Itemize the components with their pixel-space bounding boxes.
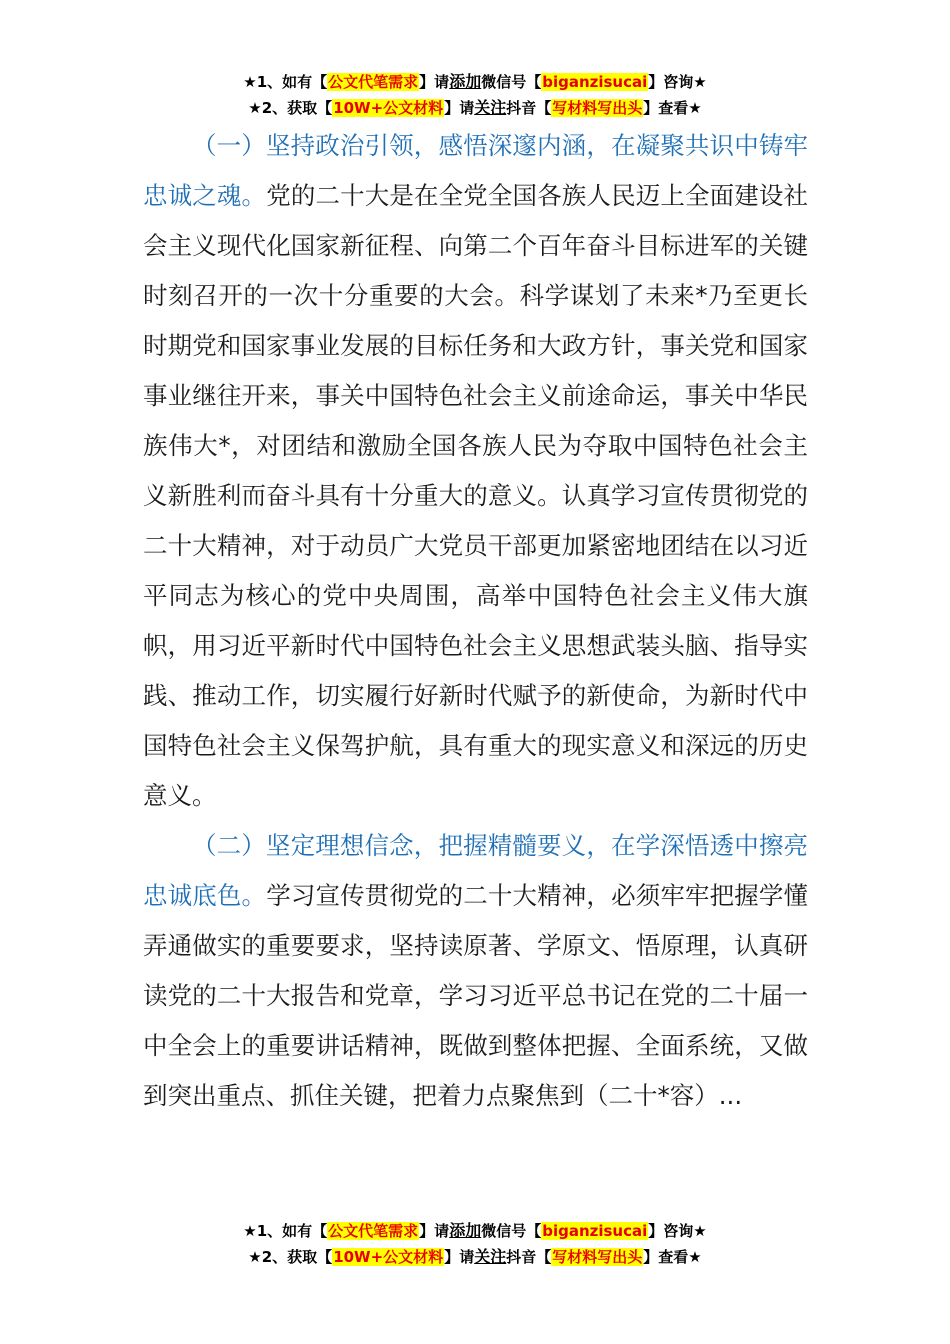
footer-promo-banner (0, 1218, 950, 1270)
highlight-wechat-id: biganzisucai (542, 1222, 648, 1240)
promo-line-2: ★2、获取【10W+公文材料】请关注抖音【写材料写出头】查看★ (248, 1247, 702, 1266)
promo-line-1: ★1、如有【公文代笔需求】请添加微信号【biganzisucai】咨询★ (243, 72, 707, 91)
header-promo-banner (0, 69, 950, 121)
paragraph-section-1 (143, 121, 808, 821)
highlight-writing-service: 公文代笔需求 (328, 1222, 419, 1240)
paragraph-section-2 (143, 821, 808, 1121)
section-2-heading: （二）坚定理想信念，把握精髓要义，在学深悟透中擦亮忠诚底色。 (143, 831, 808, 910)
document-body (143, 121, 808, 1121)
highlight-wechat-id: biganzisucai (542, 73, 648, 91)
highlight-writing-service: 公文代笔需求 (328, 73, 419, 91)
section-1-body: 党的二十大是在全党全国各族人民迈上全面建设社会主义现代化国家新征程、向第二个百年奋斗目标进军的关键时刻召开的一次十分重要的大会。科学谋划了未来*乃至更长时期党和国家事业发展的目标任务和大政方针，事关党和国家事业继往开来，事关中国特色社会主义前途命运，事关中华民族伟大*，对团结和激励全国各族人民为夺取中国特色社会主义新胜利而奋斗具有十分重大的意义。认真学习宣传贯彻党的二十大精神，对于动员广大党员干部更加紧密地团结在以习近平同志为核心的党中央周围，高举中国特色社会主义伟大旗帜，用习近平新时代中国特色社会主义思想武装头脑、指导实践、推动工作，切实履行好新时代赋予的新使命，为新时代中国特色社会主义保驾护航，具有重大的现实意义和深远的历史意义。 (143, 181, 809, 810)
promo-line-2: ★2、获取【10W+公文材料】请关注抖音【写材料写出头】查看★ (248, 98, 702, 117)
highlight-materials: 10W+公文材料 (333, 1248, 444, 1266)
section-2-body: 学习宣传贯彻党的二十大精神，必须牢牢把握学懂弄通做实的重要要求，坚持读原著、学原文、悟原理，认真研读党的二十大报告和党章，学习习近平总书记在党的二十届一中全会上的重要讲话精神，既做到整体把握、全面系统，又做到突出重点、抓住关键，把着力点聚焦到（二十*容）... (143, 881, 809, 1110)
highlight-materials: 10W+公文材料 (333, 99, 444, 117)
highlight-douyin-account: 写材料写出头 (552, 99, 643, 117)
section-1-heading: （一）坚持政治引领，感悟深邃内涵，在凝聚共识中铸牢忠诚之魂。 (143, 131, 808, 210)
highlight-douyin-account: 写材料写出头 (552, 1248, 643, 1266)
promo-line-1: ★1、如有【公文代笔需求】请添加微信号【biganzisucai】咨询★ (243, 1221, 707, 1240)
